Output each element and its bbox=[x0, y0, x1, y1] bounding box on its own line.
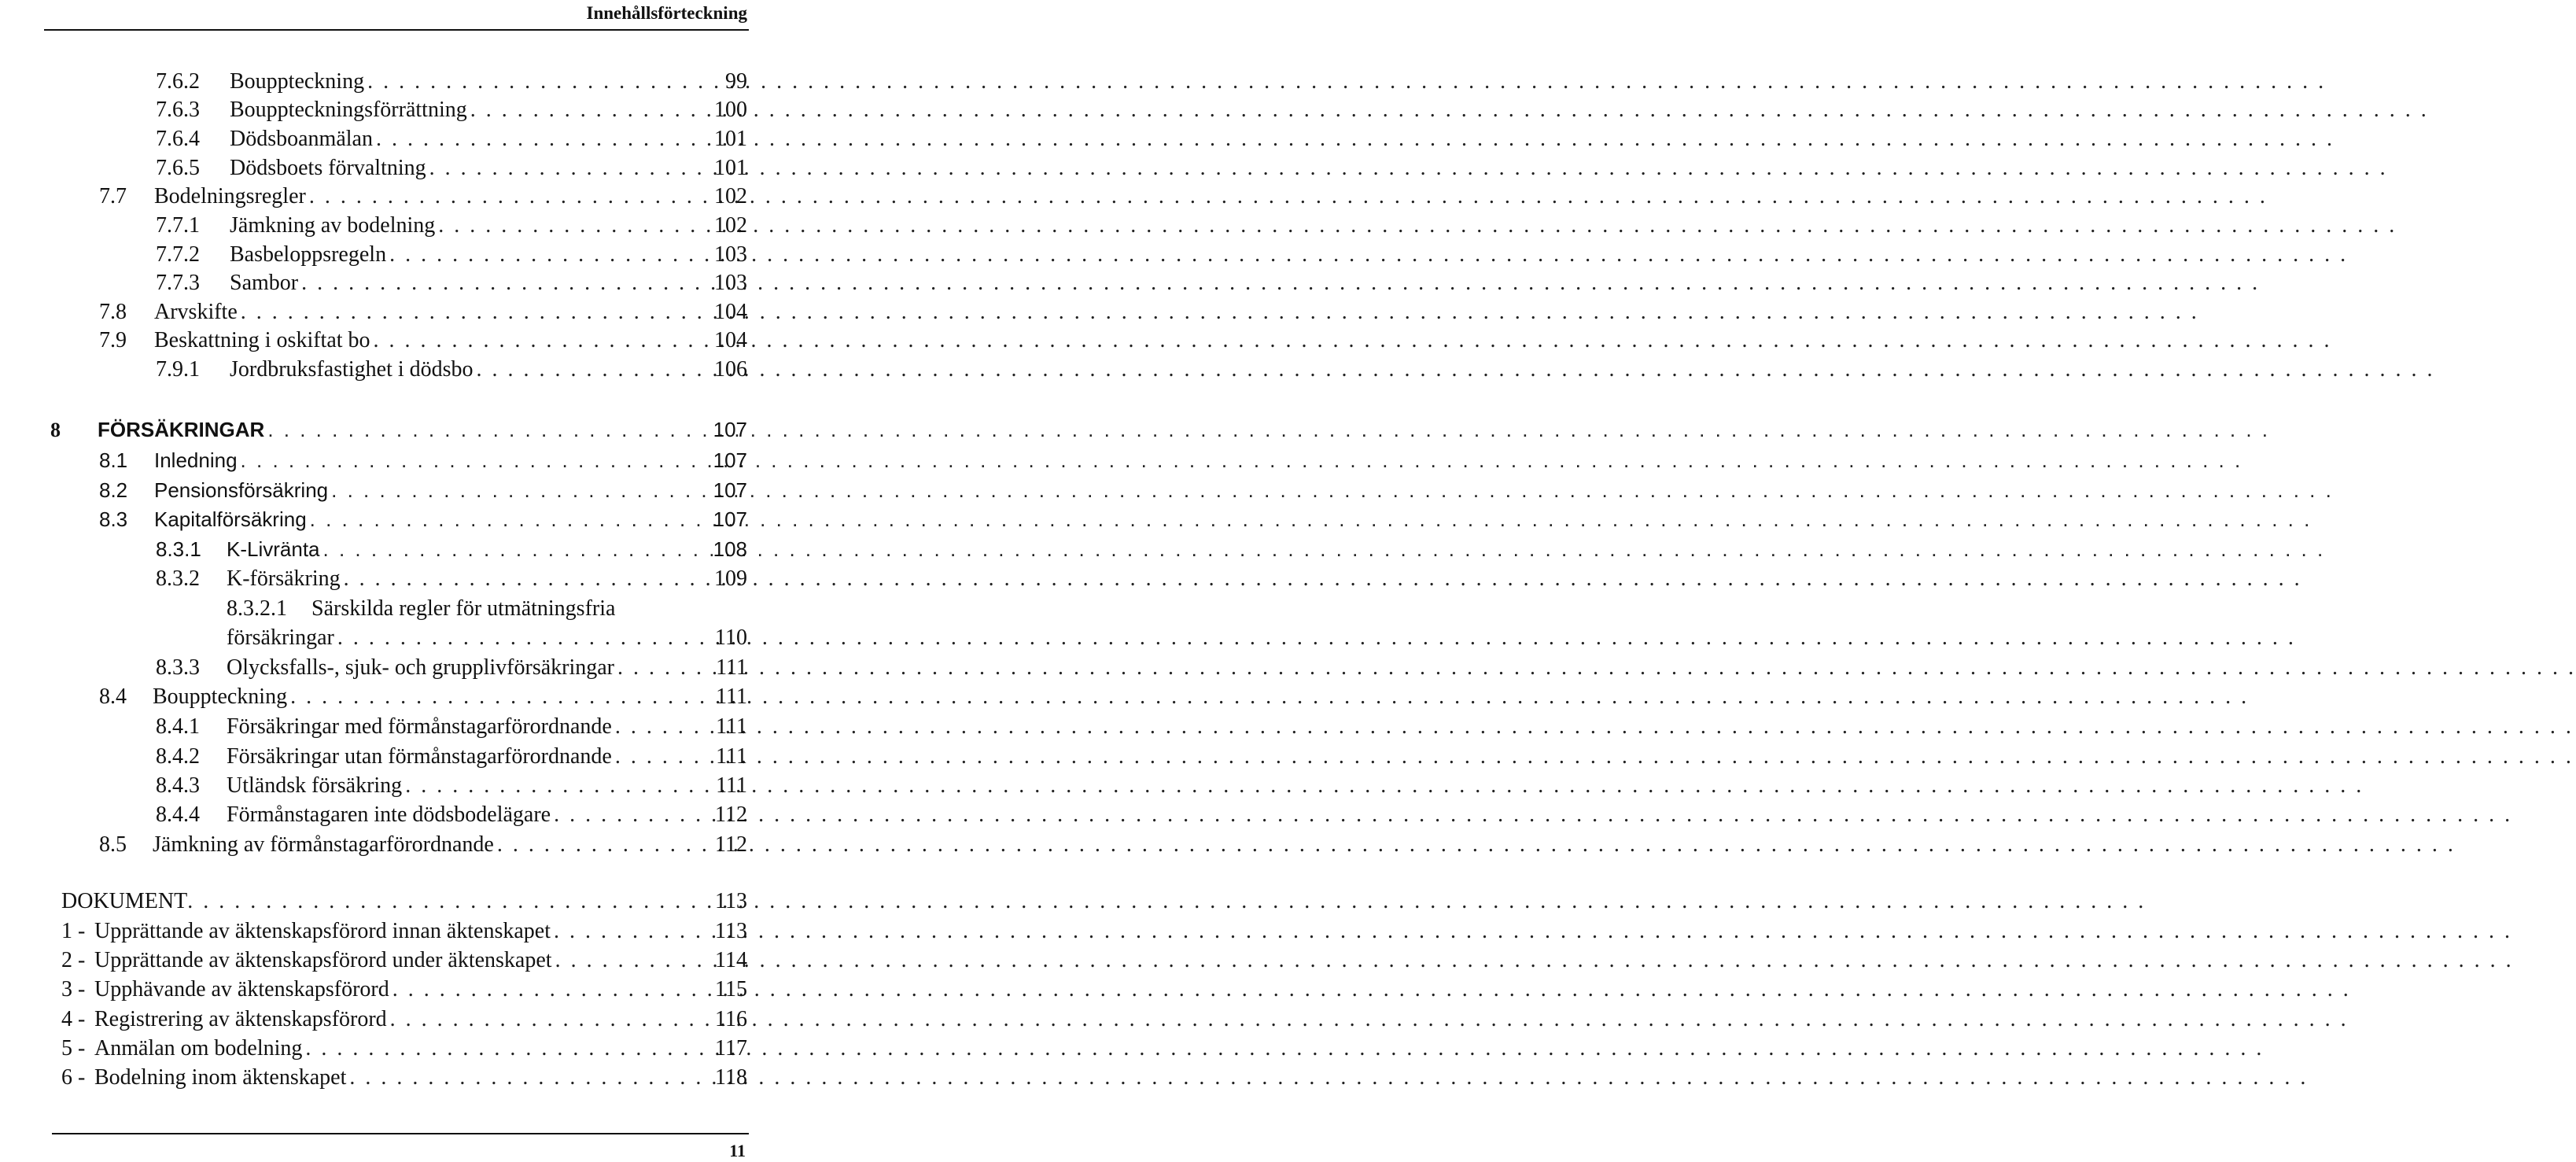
toc-title: Försäkringar med förmånstagarförordnande bbox=[227, 714, 612, 739]
toc-page: 107 bbox=[713, 478, 747, 502]
toc-entry[interactable] bbox=[227, 595, 747, 623]
toc-number: 3 - bbox=[61, 977, 86, 1002]
toc-document-entry[interactable] bbox=[61, 917, 747, 946]
toc-number: 7.6.4 bbox=[156, 127, 200, 151]
toc-page: 115 bbox=[715, 977, 747, 1002]
toc-entry[interactable] bbox=[156, 269, 747, 297]
toc-entry[interactable] bbox=[156, 212, 747, 240]
toc-page: 108 bbox=[713, 537, 747, 561]
running-head: Innehållsförteckning bbox=[586, 3, 747, 23]
toc-number: 7.7.3 bbox=[156, 271, 200, 295]
toc-title: Upphävande av äktenskapsförord bbox=[94, 977, 389, 1002]
toc-number: 8.2 bbox=[99, 478, 128, 502]
toc-page: 111 bbox=[716, 714, 747, 739]
toc-entry-continued[interactable] bbox=[227, 624, 747, 652]
toc-page: 100 bbox=[714, 98, 747, 122]
toc-number: 7.7.1 bbox=[156, 213, 200, 238]
toc-number: 6 - bbox=[61, 1065, 86, 1090]
toc-page: 110 bbox=[715, 625, 747, 650]
toc-entry[interactable] bbox=[156, 772, 747, 800]
toc-page: 111 bbox=[716, 655, 747, 680]
toc-entry[interactable] bbox=[156, 125, 747, 153]
toc-leader bbox=[429, 154, 709, 183]
toc-leader bbox=[615, 713, 711, 741]
toc-leader bbox=[241, 446, 709, 474]
toc-title: Bodelning inom äktenskapet bbox=[94, 1065, 347, 1090]
toc-page: 112 bbox=[715, 832, 747, 857]
toc-page: 104 bbox=[714, 328, 747, 352]
toc-title: Dödsboanmälan bbox=[230, 127, 373, 151]
toc-title: Sambor bbox=[230, 271, 299, 295]
toc-title: Pensionsförsäkring bbox=[154, 478, 329, 502]
toc-leader bbox=[497, 831, 710, 859]
toc-entry[interactable] bbox=[156, 565, 747, 593]
toc-number: 8.4 bbox=[99, 684, 127, 709]
toc-page: 107 bbox=[713, 507, 747, 531]
toc-number: 7.7 bbox=[99, 184, 127, 208]
toc-number: 8.4.2 bbox=[156, 744, 200, 769]
toc-leader bbox=[337, 624, 710, 652]
toc-number: 7.6.3 bbox=[156, 98, 200, 122]
toc-leader bbox=[390, 1005, 710, 1034]
toc-title: Beskattning i oskiftat bo bbox=[154, 328, 370, 352]
toc-title: Bodelningsregler bbox=[154, 184, 306, 208]
toc-number: 7.6.2 bbox=[156, 69, 200, 94]
toc-leader bbox=[241, 298, 709, 326]
toc-leader bbox=[305, 1035, 710, 1063]
toc-title: K-försäkring bbox=[227, 566, 341, 591]
toc-entry[interactable] bbox=[156, 743, 747, 771]
toc-title: Anmälan om bodelning bbox=[94, 1036, 303, 1061]
toc-number: 8.3.2.1 bbox=[227, 596, 287, 621]
toc-leader bbox=[554, 917, 710, 946]
toc-section-entry[interactable] bbox=[61, 887, 747, 916]
toc-number: 8.4.3 bbox=[156, 773, 200, 798]
toc-title: Särskilda regler för utmätningsfria bbox=[311, 596, 616, 621]
toc-leader bbox=[615, 743, 711, 771]
toc-leader bbox=[554, 801, 710, 829]
toc-page: 107 bbox=[713, 418, 747, 441]
toc-title: Jämkning av bodelning bbox=[230, 213, 436, 238]
toc-page: 109 bbox=[714, 566, 747, 591]
toc-title: Dödsboets förvaltning bbox=[230, 156, 426, 180]
toc-entry[interactable] bbox=[156, 154, 747, 183]
toc-title: Kapitalförsäkring bbox=[154, 507, 307, 531]
toc-title: Arvskifte bbox=[154, 300, 238, 324]
toc-entry[interactable] bbox=[99, 683, 747, 711]
toc-entry[interactable] bbox=[156, 801, 747, 829]
toc-title: Utländsk försäkring bbox=[227, 773, 403, 798]
toc-page: 114 bbox=[715, 948, 747, 972]
toc-page: 116 bbox=[715, 1007, 747, 1031]
toc-page: 102 bbox=[714, 213, 747, 238]
toc-number: 8.3.1 bbox=[156, 537, 201, 561]
toc-number: 1 - bbox=[61, 919, 86, 943]
toc-title: Jämkning av förmånstagarförordnande bbox=[153, 832, 494, 857]
toc-entry[interactable] bbox=[156, 535, 747, 563]
toc-leader bbox=[267, 415, 708, 444]
toc-title: Upprättande av äktenskapsförord innan äktenskapet bbox=[94, 919, 551, 943]
toc-title: Olycksfalls-, sjuk- och grupplivförsäkringar bbox=[227, 655, 614, 680]
toc-number: 7.9.1 bbox=[156, 357, 200, 382]
toc-leader bbox=[290, 683, 711, 711]
toc-entry[interactable] bbox=[99, 183, 747, 211]
toc-entry[interactable] bbox=[156, 96, 747, 124]
toc-title: Bouppteckningsförrättning bbox=[230, 98, 467, 122]
toc-page: 107 bbox=[713, 448, 747, 472]
toc-page: 99 bbox=[725, 69, 747, 94]
toc-entry[interactable] bbox=[156, 68, 747, 96]
toc-number: 8.4.1 bbox=[156, 714, 200, 739]
toc-leader bbox=[187, 887, 710, 916]
toc-entry[interactable] bbox=[99, 298, 747, 326]
toc-leader bbox=[310, 505, 709, 533]
toc-leader bbox=[349, 1064, 710, 1092]
toc-number: 4 - bbox=[61, 1007, 86, 1031]
toc-entry[interactable] bbox=[99, 476, 747, 504]
toc-leader bbox=[374, 326, 709, 355]
toc-entry[interactable] bbox=[156, 713, 747, 741]
toc-entry[interactable] bbox=[99, 831, 747, 859]
toc-title: Basbeloppsregeln bbox=[230, 242, 387, 267]
toc-entry[interactable] bbox=[99, 446, 747, 474]
toc-page: 106 bbox=[714, 357, 747, 382]
toc-entry[interactable] bbox=[156, 356, 747, 384]
toc-page: 111 bbox=[716, 684, 747, 709]
toc-number: 8 bbox=[50, 419, 61, 441]
toc-title: K-Livränta bbox=[227, 537, 320, 561]
toc-document-entry[interactable] bbox=[61, 1005, 747, 1034]
toc-title: DOKUMENT bbox=[61, 889, 188, 913]
toc-title: Bouppteckning bbox=[230, 69, 365, 94]
toc-document-entry[interactable] bbox=[61, 1035, 747, 1063]
toc-title: Jordbruksfastighet i dödsbo bbox=[230, 357, 474, 382]
toc-title: Försäkringar utan förmånstagarförordnande bbox=[227, 744, 612, 769]
toc-document-entry[interactable] bbox=[61, 946, 747, 975]
toc-number: 8.5 bbox=[99, 832, 127, 857]
toc-title: Bouppteckning bbox=[153, 684, 288, 709]
toc-number: 7.8 bbox=[99, 300, 127, 324]
toc-entry[interactable] bbox=[156, 241, 747, 269]
toc-entry[interactable] bbox=[99, 505, 747, 533]
toc-title: Förmånstagaren inte dödsbodelägare bbox=[227, 802, 551, 827]
toc-number: 8.4.4 bbox=[156, 802, 200, 827]
toc-title: FÖRSÄKRINGAR bbox=[98, 418, 265, 441]
toc-entry[interactable] bbox=[156, 654, 747, 682]
toc-document-entry[interactable] bbox=[61, 976, 747, 1004]
toc-page: 104 bbox=[714, 300, 747, 324]
toc-leader bbox=[438, 212, 709, 240]
toc-number: 7.7.2 bbox=[156, 242, 200, 267]
toc-leader bbox=[392, 976, 710, 1004]
toc-page: 101 bbox=[714, 127, 747, 151]
toc-number: 2 - bbox=[61, 948, 86, 972]
toc-number: 8.1 bbox=[99, 448, 128, 472]
toc-leader bbox=[323, 535, 709, 563]
toc-leader bbox=[331, 476, 708, 504]
footer-rule bbox=[52, 1133, 749, 1134]
toc-page: 103 bbox=[714, 271, 747, 295]
table-of-contents bbox=[0, 0, 755, 1162]
toc-page: 101 bbox=[714, 156, 747, 180]
toc-page: 111 bbox=[716, 744, 747, 769]
toc-page: 113 bbox=[715, 919, 747, 943]
toc-number: 8.3.3 bbox=[156, 655, 200, 680]
toc-number: 7.6.5 bbox=[156, 156, 200, 180]
toc-leader bbox=[376, 125, 709, 153]
toc-leader bbox=[344, 565, 709, 593]
toc-page: 103 bbox=[714, 242, 747, 267]
toc-leader bbox=[309, 183, 709, 211]
toc-number: 7.9 bbox=[99, 328, 127, 352]
toc-leader bbox=[389, 241, 709, 269]
toc-page: 102 bbox=[714, 184, 747, 208]
toc-entry[interactable] bbox=[99, 326, 747, 355]
toc-title: Inledning bbox=[154, 448, 238, 472]
toc-leader bbox=[477, 356, 709, 384]
toc-leader bbox=[405, 772, 711, 800]
toc-document-entry[interactable] bbox=[61, 1064, 747, 1092]
toc-title: försäkringar bbox=[227, 625, 334, 650]
toc-number: 8.3 bbox=[99, 507, 128, 531]
toc-page: 118 bbox=[715, 1065, 747, 1090]
page-number: 11 bbox=[729, 1141, 746, 1160]
toc-leader bbox=[301, 269, 709, 297]
toc-leader bbox=[617, 654, 711, 682]
toc-page: 112 bbox=[715, 802, 747, 827]
toc-leader bbox=[470, 96, 709, 124]
toc-leader bbox=[367, 68, 711, 96]
toc-number: 8.3.2 bbox=[156, 566, 200, 591]
toc-page: 117 bbox=[715, 1036, 747, 1061]
toc-page: 111 bbox=[716, 773, 747, 798]
toc-chapter-entry[interactable] bbox=[50, 415, 747, 444]
toc-number: 5 - bbox=[61, 1036, 86, 1061]
toc-page: 113 bbox=[715, 889, 747, 913]
toc-title: Registrering av äktenskapsförord bbox=[94, 1007, 387, 1031]
toc-leader bbox=[555, 946, 710, 975]
toc-title: Upprättande av äktenskapsförord under äktenskapet bbox=[94, 948, 552, 972]
